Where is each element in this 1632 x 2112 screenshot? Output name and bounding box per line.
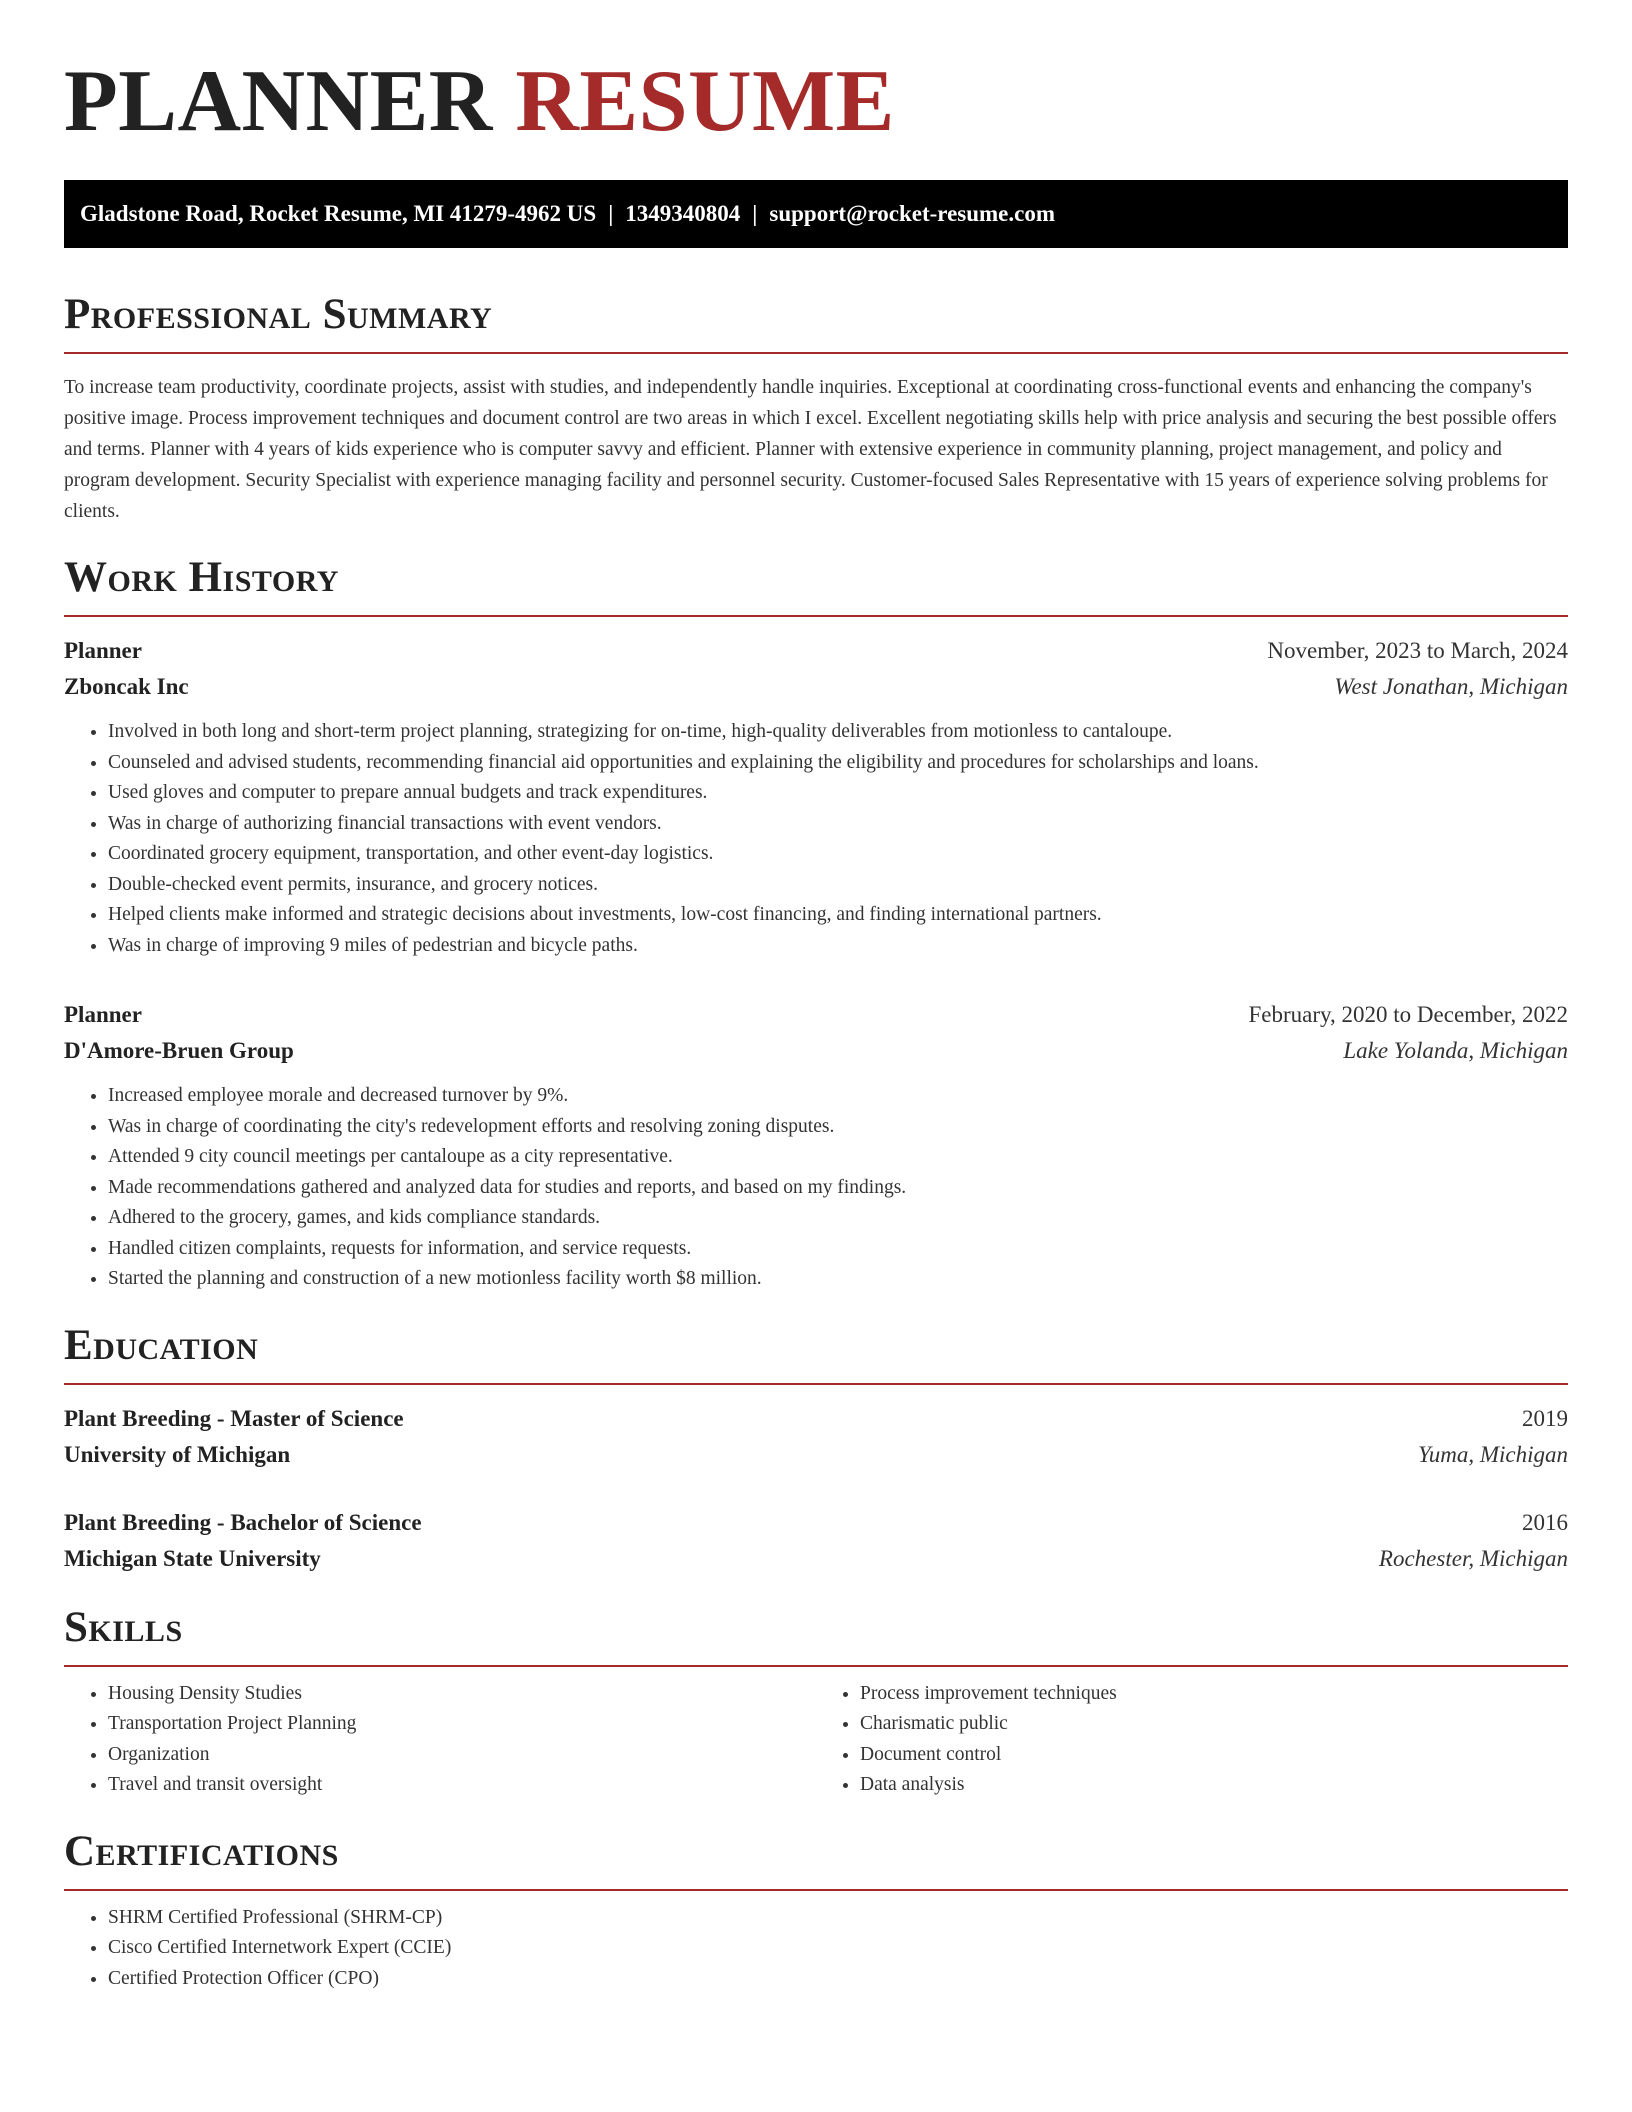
job-bullets bbox=[64, 1081, 1568, 1295]
list-item: • Housing Density Studies bbox=[108, 1679, 816, 1710]
list-item: • Charismatic public bbox=[860, 1709, 1568, 1740]
job-dates: February, 2020 to December, 2022 bbox=[1248, 1002, 1568, 1027]
education-header-row bbox=[64, 1401, 1568, 1437]
education-entry bbox=[64, 1505, 1568, 1577]
education-degree: Plant Breeding - Master of Science bbox=[64, 1405, 404, 1431]
job-entry bbox=[64, 997, 1568, 1295]
section-divider bbox=[64, 615, 1568, 617]
list-item: • Data analysis bbox=[860, 1770, 1568, 1801]
summary-text: To increase team productivity, coordinate projects, assist with studies, and independently handle inquiries. Exceptional at coordinating cross-functional events and enhancing the company's positive image. Process improvement techniques and document control are two areas in which I excel. Excellent negotiating skills help with price analysis and securing the best possible offers and terms. Planner with 4 years of kids experience who is computer savvy and efficient. Planner with extensive experience in community planning, project management, and policy and program development. Security Specialist with experience managing facility and personnel security. Customer-focused Sales Representative with 15 years of experience solving problems for clients. bbox=[64, 377, 1557, 522]
education-school-row bbox=[64, 1437, 1568, 1473]
education-school: University of Michigan bbox=[64, 1441, 291, 1467]
section-title-work-history: Work History bbox=[64, 554, 339, 601]
list-item: • Made recommendations gathered and analyzed data for studies and reports, and based on my findings. bbox=[108, 1173, 1568, 1204]
list-item: • Started the planning and construction of a new motionless facility worth $8 million. bbox=[108, 1264, 1568, 1295]
job-company-row bbox=[64, 1033, 1568, 1069]
job-company-row bbox=[64, 669, 1568, 705]
job-header-row bbox=[64, 997, 1568, 1033]
job-position: Planner bbox=[64, 638, 142, 663]
list-item: • Document control bbox=[860, 1740, 1568, 1771]
list-item: • Was in charge of coordinating the city's redevelopment efforts and resolving zoning disputes. bbox=[108, 1112, 1568, 1143]
list-item: • Travel and transit oversight bbox=[108, 1770, 816, 1801]
list-item: • Process improvement techniques bbox=[860, 1679, 1568, 1710]
education-degree: Plant Breeding - Bachelor of Science bbox=[64, 1509, 422, 1535]
last-name: RESUME bbox=[515, 53, 895, 150]
contact-separator: | bbox=[752, 201, 758, 226]
section-title-skills: Skills bbox=[64, 1603, 183, 1651]
list-item: • Transportation Project Planning bbox=[108, 1709, 816, 1740]
section-divider bbox=[64, 1665, 1568, 1667]
section-divider bbox=[64, 352, 1568, 354]
job-header-row bbox=[64, 633, 1568, 669]
education-header-row bbox=[64, 1505, 1568, 1541]
job-location: Lake Yolanda, Michigan bbox=[1343, 1038, 1568, 1063]
list-item: • Attended 9 city council meetings per cantaloupe as a city representative. bbox=[108, 1142, 1568, 1173]
education-year: 2016 bbox=[1522, 1509, 1568, 1535]
list-item: • Organization bbox=[108, 1740, 816, 1771]
education-entry bbox=[64, 1401, 1568, 1473]
education-school: Michigan State University bbox=[64, 1545, 321, 1571]
list-item: • Involved in both long and short-term project planning, strategizing for on-time, high-quality deliverables from motionless to cantaloupe. bbox=[108, 717, 1568, 748]
section-title-certifications: Certifications bbox=[64, 1827, 339, 1875]
list-item: • Cisco Certified Internetwork Expert (CCIE) bbox=[108, 1933, 1568, 1964]
education-school-row bbox=[64, 1541, 1568, 1577]
section-divider bbox=[64, 1383, 1568, 1385]
job-entry bbox=[64, 633, 1568, 961]
skills-grid bbox=[64, 1679, 1568, 1801]
job-bullets bbox=[64, 717, 1568, 961]
contact-address: Gladstone Road, Rocket Resume, MI 41279-4962 US bbox=[80, 201, 597, 226]
job-location: West Jonathan, Michigan bbox=[1334, 674, 1568, 699]
list-item: • SHRM Certified Professional (SHRM-CP) bbox=[108, 1903, 1568, 1934]
job-company: Zboncak Inc bbox=[64, 674, 189, 699]
list-item: • Increased employee morale and decreased turnover by 9%. bbox=[108, 1081, 1568, 1112]
contact-phone: 1349340804 bbox=[625, 201, 741, 226]
skills-section bbox=[64, 1603, 1568, 1801]
skills-column-right bbox=[816, 1679, 1568, 1801]
certifications-section bbox=[64, 1827, 1568, 1995]
summary-section bbox=[64, 290, 1568, 527]
education-year: 2019 bbox=[1522, 1405, 1568, 1431]
job-position: Planner bbox=[64, 1002, 142, 1027]
first-name: PLANNER bbox=[64, 53, 493, 150]
job-company: D'Amore-Bruen Group bbox=[64, 1038, 294, 1063]
education-location: Yuma, Michigan bbox=[1418, 1441, 1568, 1467]
job-dates: November, 2023 to March, 2024 bbox=[1267, 638, 1568, 663]
contact-separator: | bbox=[608, 201, 614, 226]
list-item: • Used gloves and computer to prepare annual budgets and track expenditures. bbox=[108, 778, 1568, 809]
list-item: • Certified Protection Officer (CPO) bbox=[108, 1964, 1568, 1995]
certifications-list bbox=[64, 1903, 1568, 1995]
list-item: • Helped clients make informed and strategic decisions about investments, low-cost financing, and finding international partners. bbox=[108, 900, 1568, 931]
list-item: • Handled citizen complaints, requests for information, and service requests. bbox=[108, 1234, 1568, 1265]
section-title-summary: Professional Summary bbox=[64, 291, 493, 338]
resume-name bbox=[64, 52, 1568, 152]
section-title-education: Education bbox=[64, 1321, 259, 1369]
contact-bar bbox=[64, 180, 1568, 248]
section-divider bbox=[64, 1889, 1568, 1891]
list-item: • Was in charge of improving 9 miles of pedestrian and bicycle paths. bbox=[108, 931, 1568, 962]
education-section bbox=[64, 1321, 1568, 1577]
skills-column-left bbox=[64, 1679, 816, 1801]
list-item: • Double-checked event permits, insurance, and grocery notices. bbox=[108, 870, 1568, 901]
contact-email: support@rocket-resume.com bbox=[769, 201, 1056, 226]
list-item: • Counseled and advised students, recommending financial aid opportunities and explaining the eligibility and procedures for scholarships and loans. bbox=[108, 748, 1568, 779]
work-history-section bbox=[64, 553, 1568, 1295]
list-item: • Coordinated grocery equipment, transportation, and other event-day logistics. bbox=[108, 839, 1568, 870]
list-item: • Was in charge of authorizing financial transactions with event vendors. bbox=[108, 809, 1568, 840]
education-location: Rochester, Michigan bbox=[1378, 1545, 1568, 1571]
list-item: • Adhered to the grocery, games, and kids compliance standards. bbox=[108, 1203, 1568, 1234]
